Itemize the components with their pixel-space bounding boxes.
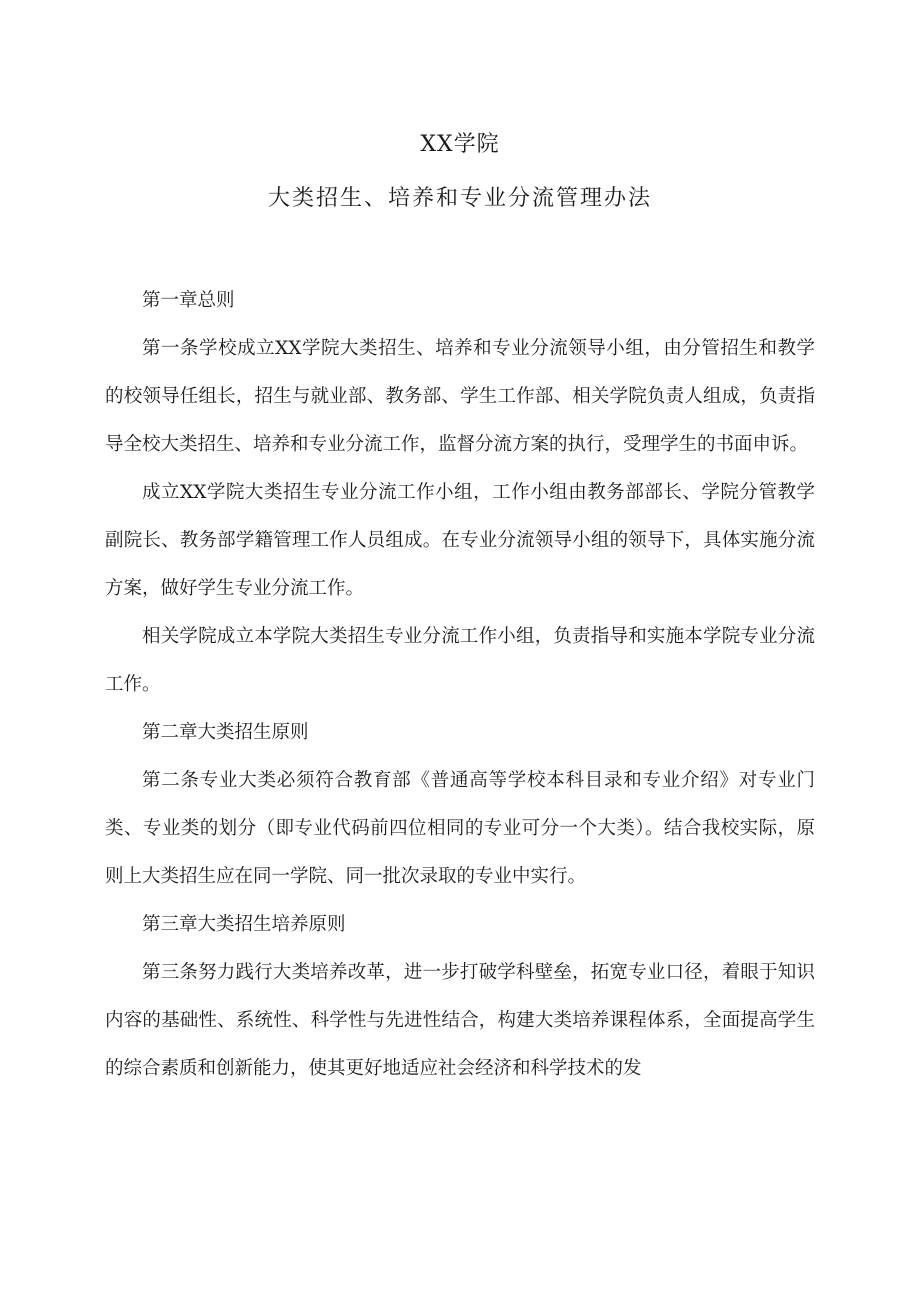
article-paragraph: 第二条专业大类必须符合教育部《普通高等学校本科目录和专业介绍》对专业门类、专业类的划分（即专业代码前四位相同的专业可分一个大类）。结合我校实际，原则上大类招生应在同一学院、同一批次录取的专业中实行。 <box>105 770 815 887</box>
chapter-heading-1: 第一章总则 <box>142 290 235 311</box>
document-title-main: 大类招生、培养和专业分流管理办法 <box>267 186 652 211</box>
chapter-heading-2: 第二章大类招生原则 <box>142 722 309 743</box>
article-paragraph: 第一条学校成立XX学院大类招生、培养和专业分流领导小组，由分管招生和教学的校领导任组长，招生与就业部、教务部、学生工作部、相关学院负责人组成，负责指导全校大类招生、培养和专业分流工作，监督分流方案的执行，受理学生的书面申诉。 <box>105 338 815 455</box>
document-body <box>105 277 815 1093</box>
article-paragraph: 相关学院成立本学院大类招生专业分流工作小组，负责指导和实施本学院专业分流工作。 <box>105 626 815 695</box>
article-paragraph: 第三条努力践行大类培养改革，进一步打破学科壁垒，拓宽专业口径，着眼于知识内容的基础性、系统性、科学性与先进性结合，构建大类培养课程体系，全面提高学生的综合素质和创新能力，使其更好地适应社会经济和科学技术的发 <box>105 962 815 1079</box>
document-title-institution: XX学院 <box>420 132 500 157</box>
chapter-heading-3: 第三章大类招生培养原则 <box>142 914 346 935</box>
article-paragraph: 成立XX学院大类招生专业分流工作小组，工作小组由教务部部长、学院分管教学副院长、教务部学籍管理工作人员组成。在专业分流领导小组的领导下，具体实施分流方案，做好学生专业分流工作。 <box>105 482 815 599</box>
